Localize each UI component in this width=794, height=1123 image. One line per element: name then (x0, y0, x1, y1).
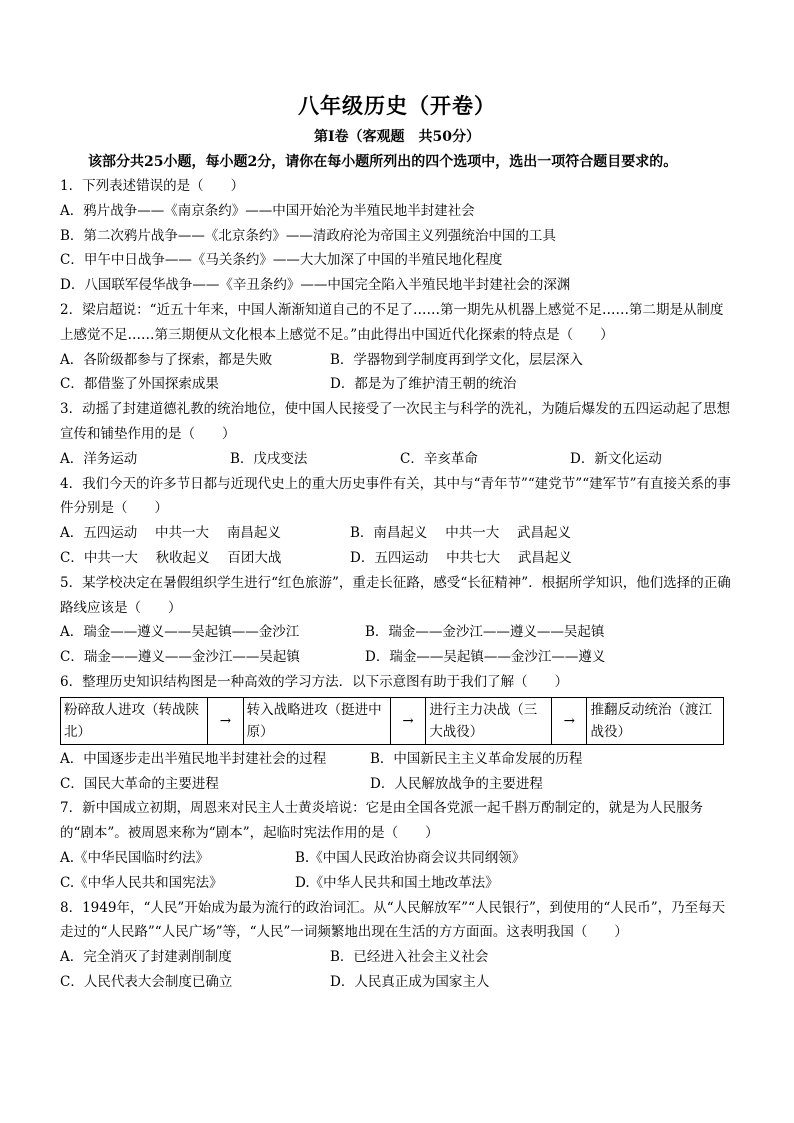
question-8 (60, 896, 734, 995)
option-c: C．人民代表大会制度已确立 (60, 973, 233, 990)
option-d: D．都是为了维护清王朝的统治 (330, 376, 517, 393)
option-d: D．八国联军侵华战争——《辛丑条约》——中国完全陷入半殖民地半封建社会的深渊 (60, 277, 571, 294)
option-a: A.《中华民国临时约法》 (60, 849, 210, 866)
option-b: B．戊戌变法 (230, 450, 308, 467)
option-c: C．辛亥革命 (400, 450, 478, 467)
question-stem: 5．某学校决定在暑假组织学生进行“红色旅游”，重走长征路，感受“长征精神”．根据所学知识，他们选择的正确路线应该是（ ） (60, 574, 731, 616)
question-4 (60, 472, 734, 571)
flow-step-2: 转入战略进攻（挺进中原） (243, 697, 390, 744)
arrow-icon: → (390, 697, 425, 744)
option-a: A．完全消灭了封建剥削制度 (60, 949, 232, 966)
flow-step-4: 推翻反动统治（渡江战役） (587, 697, 724, 744)
option-c: C．甲午中日战争——《马关条约》——大大加深了中国的半殖民地化程度 (60, 252, 503, 269)
flow-step-3: 进行主力决战（三大战役） (426, 697, 552, 744)
section-subtitle: 第Ⅰ卷（客观题 共50分） (313, 129, 481, 145)
question-7 (60, 796, 734, 895)
flow-diagram (60, 697, 724, 745)
option-d: D．五四运动 中共七大 武昌起义 (350, 549, 572, 566)
option-a: A．各阶级都参与了探索，都是失败 (60, 351, 273, 368)
option-b: B．瑞金——金沙江——遵义——吴起镇 (365, 624, 605, 641)
option-b: B．中国新民主主义革命发展的历程 (370, 750, 583, 767)
option-a: A．五四运动 中共一大 南昌起义 (60, 525, 281, 542)
option-d: D．新文化运动 (570, 450, 662, 467)
option-c: C.《中华人民共和国宪法》 (60, 874, 223, 891)
option-d: D．人民解放战争的主要进程 (370, 775, 543, 792)
option-c: C．都借鉴了外国探索成果 (60, 376, 219, 393)
question-stem: 4．我们今天的许多节日都与近现代史上的重大历史事件有关，其中与“青年节”“建党节”“建军节”有直接关系的事件分别是（ ） (60, 475, 731, 517)
option-a: A．中国逐步走出半殖民地半封建社会的过程 (60, 750, 327, 767)
arrow-icon: → (552, 697, 587, 744)
arrow-icon: → (208, 697, 243, 744)
option-a: A．瑞金——遵义——吴起镇——金沙江 (60, 624, 300, 641)
exam-title: 八年级历史（开卷） (298, 93, 496, 118)
flow-step-1: 粉碎敌人进攻（转战陕北） (61, 697, 208, 744)
option-d: D.《中华人民共和国土地改革法》 (295, 874, 499, 891)
question-stem: 8．1949年，“人民”开始成为最为流行的政治词汇。从“人民解放军”“人民银行”，到使用的“人民币”，乃至每天走过的“人民路”“人民广场”等，“人民”一词频繁地出现在生活的方方面面。这表明我国（ ） (60, 899, 726, 941)
question-2 (60, 298, 734, 397)
question-6 (60, 670, 734, 796)
option-d: D．人民真正成为国家主人 (330, 973, 490, 990)
question-stem: 6．整理历史知识结构图是一种高效的学习方法．以下示意图有助于我们了解（ ） (60, 673, 569, 690)
question-3 (60, 397, 734, 471)
option-b: B．已经进入社会主义社会 (330, 949, 489, 966)
option-c: C．瑞金——遵义——金沙江——吴起镇 (60, 649, 300, 666)
option-b: B.《中国人民政治协商会议共同纲领》 (295, 849, 526, 866)
option-c: C．中共一大 秋收起义 百团大战 (60, 549, 282, 566)
option-d: D．瑞金——吴起镇——金沙江——遵义 (365, 649, 606, 666)
question-stem: 7．新中国成立初期，周恩来对民主人士黄炎培说：它是由全国各党派一起千斟万酌制定的，就是为人民服务的“剧本”。被周恩来称为“剧本”，起临时宪法作用的是（ ） (60, 800, 704, 842)
option-c: C．国民大革命的主要进程 (60, 775, 219, 792)
option-b: B．第二次鸦片战争——《北京条约》——清政府沦为帝国主义列强统治中国的工具 (60, 227, 556, 244)
option-b: B．南昌起义 中共一大 武昌起义 (350, 525, 572, 542)
question-stem: 2．梁启超说：“近五十年来，中国人渐渐知道自己的不足了……第一期先从机器上感觉不足……第二期是从制度上感觉不足……第三期便从文化根本上感觉不足。”由此得出中国近代化探索的特点是（ ） (60, 301, 724, 343)
question-stem: 1．下列表述错误的是（ ） (60, 178, 245, 194)
option-b: B．学器物到学制度再到学文化，层层深入 (330, 351, 583, 368)
question-5 (60, 571, 734, 670)
question-stem: 3．动摇了封建道德礼教的统治地位，使中国人民接受了一次民主与科学的洗礼，为随后爆发的五四运动起了思想宣传和铺垫作用的是（ ） (60, 401, 731, 442)
option-a: A．洋务运动 (60, 450, 138, 467)
question-1 (60, 174, 734, 298)
option-a: A．鸦片战争——《南京条约》——中国开始沦为半殖民地半封建社会 (60, 202, 475, 219)
section-instructions: 该部分共25小题，每小题2分，请你在每小题所列出的四个选项中，选出一项符合题目要求的。 (88, 154, 678, 170)
exam-page (60, 90, 734, 995)
